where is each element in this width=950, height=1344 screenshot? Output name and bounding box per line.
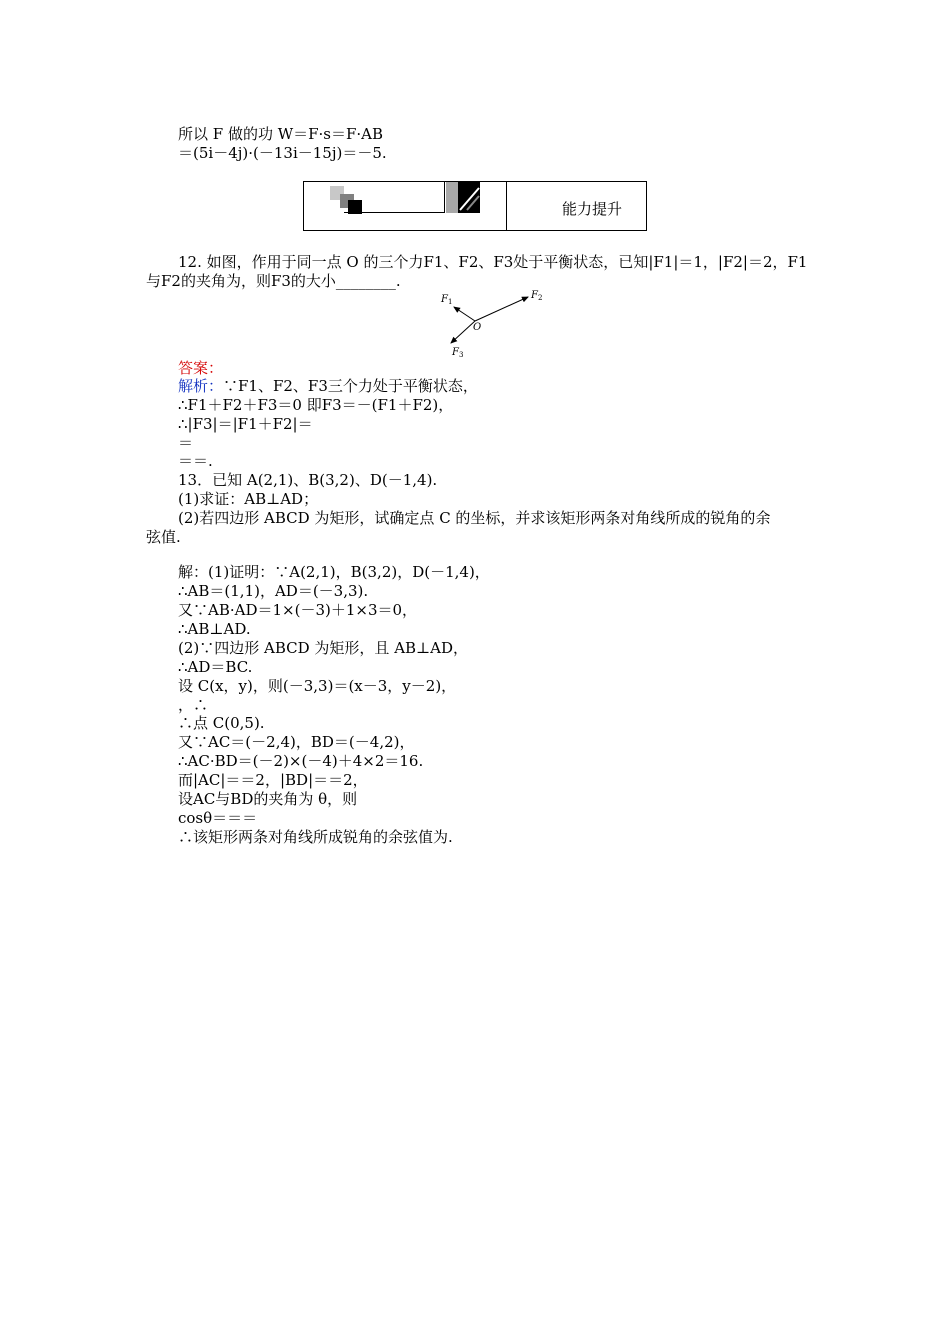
q13-line-4: 弦值. <box>146 528 181 546</box>
f3-subscript: 3 <box>459 351 464 359</box>
solution-line-14: cosθ＝＝＝ <box>178 809 258 827</box>
answer-label: 答案： <box>178 359 224 377</box>
solution-line-3: 又∵AB·AD＝1×(－3)＋1×3＝0， <box>178 601 418 619</box>
f1-label: F <box>441 294 448 305</box>
solution-line-11: ∴AC·BD＝(－2)×(－4)＋4×2＝16. <box>178 752 424 770</box>
f1-subscript: 1 <box>448 298 453 306</box>
q13-line-1: 13．已知 A(2,1)、B(3,2)、D(－1,4). <box>178 471 438 489</box>
analysis-label: 解析： <box>178 377 224 395</box>
solution-line-6: ∴AD＝BC. <box>178 658 253 676</box>
analysis-text: ∵F1、F2、F3三个力处于平衡状态， <box>223 377 478 395</box>
solution-line-4: ∴AB⊥AD. <box>178 620 251 638</box>
q12-line-2: 与F2的夹角为，则F3的大小________. <box>146 272 401 290</box>
solution-line-13: 设AC与BD的夹角为 θ，则 <box>178 790 358 808</box>
solution-line-10: 又∵AC＝(－2,4)，BD＝(－4,2)， <box>178 733 415 751</box>
banner-decoration-icon <box>304 182 506 230</box>
q12-line-1: 12. 如图，作用于同一点 O 的三个力F1、F2、F3处于平衡状态，已知|F1|＝1，|F2|＝2，F1 <box>178 253 808 271</box>
f3-label: F <box>452 347 459 358</box>
work-line: 所以 F 做的功 W＝F·s＝F·AB <box>178 125 384 143</box>
q13-line-2: (1)求证：AB⊥AD； <box>178 490 319 508</box>
solution-line-9: ∴点 C(0,5). <box>178 714 265 732</box>
solution-line-2: ∴AB＝(1,1)，AD＝(－3,3). <box>178 582 369 600</box>
banner-divider <box>506 182 507 230</box>
solution-line-7: 设 C(x，y)，则(－3,3)＝(x－3，y－2)， <box>178 677 457 695</box>
section-banner <box>303 181 647 231</box>
analysis-line <box>178 377 478 396</box>
origin-label: O <box>473 322 482 333</box>
banner-title: 能力提升 <box>562 200 623 218</box>
f2-label: F <box>531 290 538 301</box>
analysis-step-2: ∴|F3|＝|F1＋F2|＝ <box>178 415 313 433</box>
q13-line-3: (2)若四边形 ABCD 为矩形，试确定点 C 的坐标，并求该矩形两条对角线所成的锐角的余 <box>178 509 771 527</box>
solution-line-5: (2)∵四边形 ABCD 为矩形，且 AB⊥AD， <box>178 639 469 657</box>
analysis-step-1: ∴F1＋F2＋F3＝0 即F3＝－(F1＋F2)， <box>178 396 454 414</box>
analysis-step-3: ＝ <box>178 434 194 452</box>
work-result-line: ＝(5i－4j)·(－13i－15j)＝－5. <box>178 144 387 162</box>
solution-line-8: ，∴ <box>178 696 209 714</box>
solution-line-12: 而|AC|＝＝2，|BD|＝＝2， <box>178 771 368 789</box>
f1-vector <box>454 307 475 321</box>
force-diagram <box>435 288 575 363</box>
f3-vector <box>451 321 475 343</box>
solution-line-15: ∴该矩形两条对角线所成锐角的余弦值为. <box>178 828 453 846</box>
f2-subscript: 2 <box>538 294 543 302</box>
f2-vector <box>475 297 528 321</box>
analysis-step-4: ＝＝. <box>178 452 213 470</box>
solution-line-1: 解：(1)证明：∵A(2,1)，B(3,2)，D(－1,4)， <box>178 563 490 581</box>
